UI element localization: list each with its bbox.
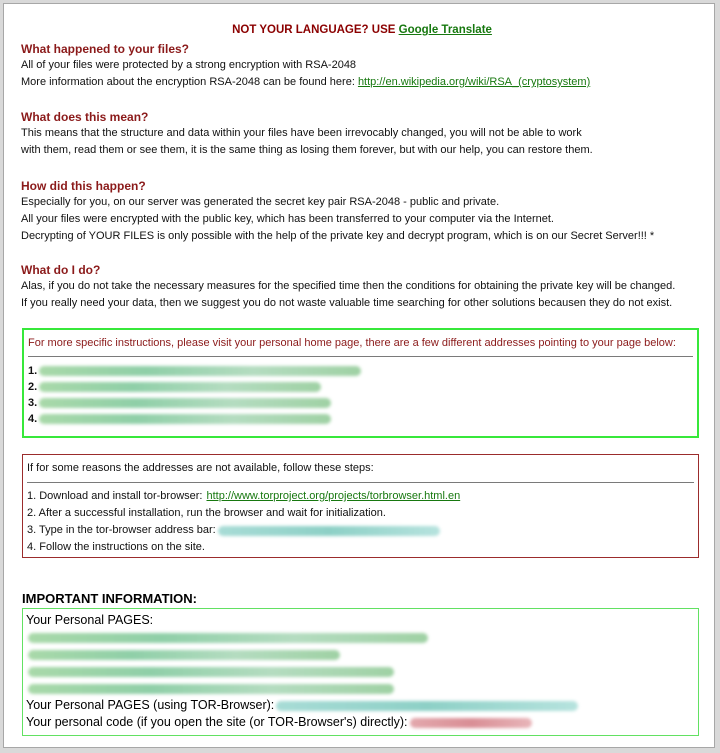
blurred-personal-code[interactable] bbox=[410, 718, 532, 728]
blurred-onion-address[interactable] bbox=[218, 526, 440, 536]
important-information-title: IMPORTANT INFORMATION: bbox=[22, 591, 197, 606]
section-text: Especially for you, on our server was generated the secret key pair RSA-2048 - public and private. bbox=[21, 196, 500, 208]
address-item[interactable] bbox=[28, 411, 693, 427]
blurred-address[interactable] bbox=[39, 398, 331, 408]
section-text: If you really need your data, then we suggest you do not waste valuable time searching for other solutions becausen they do not exist. bbox=[21, 297, 673, 309]
section-title: What happened to your files? bbox=[21, 42, 190, 56]
personal-pages-label: Your Personal PAGES: bbox=[26, 613, 154, 627]
section-text: All of your files were protected by a strong encryption with RSA-2048 bbox=[21, 59, 357, 71]
blurred-page-url[interactable] bbox=[28, 667, 394, 677]
blurred-tor-url[interactable] bbox=[276, 701, 578, 711]
section-how-did-this-happen bbox=[21, 179, 654, 245]
divider bbox=[27, 482, 694, 483]
tor-pages-line bbox=[26, 697, 695, 714]
section-text: All your files were encrypted with the public key, which has been transferred to your computer via the Internet. bbox=[21, 213, 554, 225]
addresses-header: For more specific instructions, please visit your personal home page, there are a few different addresses pointing to your page below: bbox=[28, 337, 676, 349]
section-text-prefix: More information about the encryption RSA-2048 can be found here: bbox=[21, 76, 358, 88]
language-notice-text: NOT YOUR LANGUAGE? USE bbox=[232, 24, 399, 36]
wikipedia-rsa-link[interactable]: http://en.wikipedia.org/wiki/RSA_(cryptosystem) bbox=[357, 76, 591, 88]
tor-step-2: 2. After a successful installation, run the browser and wait for initialization. bbox=[27, 507, 386, 519]
section-what-do-i-do bbox=[21, 263, 675, 312]
address-index: 1. bbox=[28, 365, 38, 377]
section-text: This means that the structure and data within your files have been irrevocably changed, you will not be able to work bbox=[21, 127, 582, 139]
section-title: How did this happen? bbox=[21, 179, 146, 193]
section-text bbox=[21, 74, 590, 91]
personal-page-link[interactable] bbox=[26, 646, 695, 663]
tor-step-1 bbox=[27, 488, 694, 505]
section-title: What do I do? bbox=[21, 263, 101, 277]
section-what-happened bbox=[21, 42, 590, 91]
google-translate-link[interactable]: Google Translate bbox=[398, 24, 492, 36]
section-what-does-this-mean bbox=[21, 110, 593, 159]
blurred-address[interactable] bbox=[39, 382, 321, 392]
tor-step-4: 4. Follow the instructions on the site. bbox=[27, 541, 205, 553]
tor-header: If for some reasons the addresses are not available, follow these steps: bbox=[27, 462, 374, 474]
personal-page-link[interactable] bbox=[26, 663, 695, 680]
step-text: 3. Type in the tor-browser address bar: bbox=[27, 524, 216, 536]
torproject-link[interactable]: http://www.torproject.org/projects/torbrowser.html.en bbox=[206, 490, 461, 502]
step-text: 1. Download and install tor-browser: bbox=[27, 490, 203, 502]
address-index: 3. bbox=[28, 397, 38, 409]
personal-code-line bbox=[26, 714, 695, 731]
address-item[interactable] bbox=[28, 363, 693, 379]
personal-page-link[interactable] bbox=[26, 629, 695, 646]
blurred-page-url[interactable] bbox=[28, 684, 394, 694]
section-text: Decrypting of YOUR FILES is only possible with the help of the private key and decrypt program, which is on our Secret Server!!! * bbox=[21, 230, 655, 242]
personal-page-link[interactable] bbox=[26, 680, 695, 697]
section-text: with them, read them or see them, it is the same thing as losing them forever, but with our help, you can restore them. bbox=[21, 144, 593, 156]
blurred-page-url[interactable] bbox=[28, 650, 340, 660]
section-text: Alas, if you do not take the necessary measures for the specified time then the conditions for obtaining the private key will be changed. bbox=[21, 280, 676, 292]
blurred-address[interactable] bbox=[39, 414, 331, 424]
personal-page-addresses-box bbox=[22, 328, 699, 438]
ransom-note-page bbox=[3, 3, 715, 748]
content-area bbox=[21, 4, 703, 729]
section-title: What does this mean? bbox=[21, 110, 149, 124]
address-index: 4. bbox=[28, 413, 38, 425]
blurred-page-url[interactable] bbox=[28, 633, 428, 643]
address-item[interactable] bbox=[28, 395, 693, 411]
language-notice bbox=[21, 24, 703, 38]
blurred-address[interactable] bbox=[39, 366, 361, 376]
divider bbox=[28, 356, 693, 357]
personal-code-label: Your personal code (if you open the site (or TOR-Browser's) directly): bbox=[26, 715, 408, 729]
important-information-box bbox=[22, 608, 699, 736]
tor-pages-label: Your Personal PAGES (using TOR-Browser): bbox=[26, 698, 275, 712]
tor-instructions-box bbox=[22, 454, 699, 558]
tor-step-3 bbox=[27, 522, 694, 539]
address-index: 2. bbox=[28, 381, 38, 393]
address-item[interactable] bbox=[28, 379, 693, 395]
